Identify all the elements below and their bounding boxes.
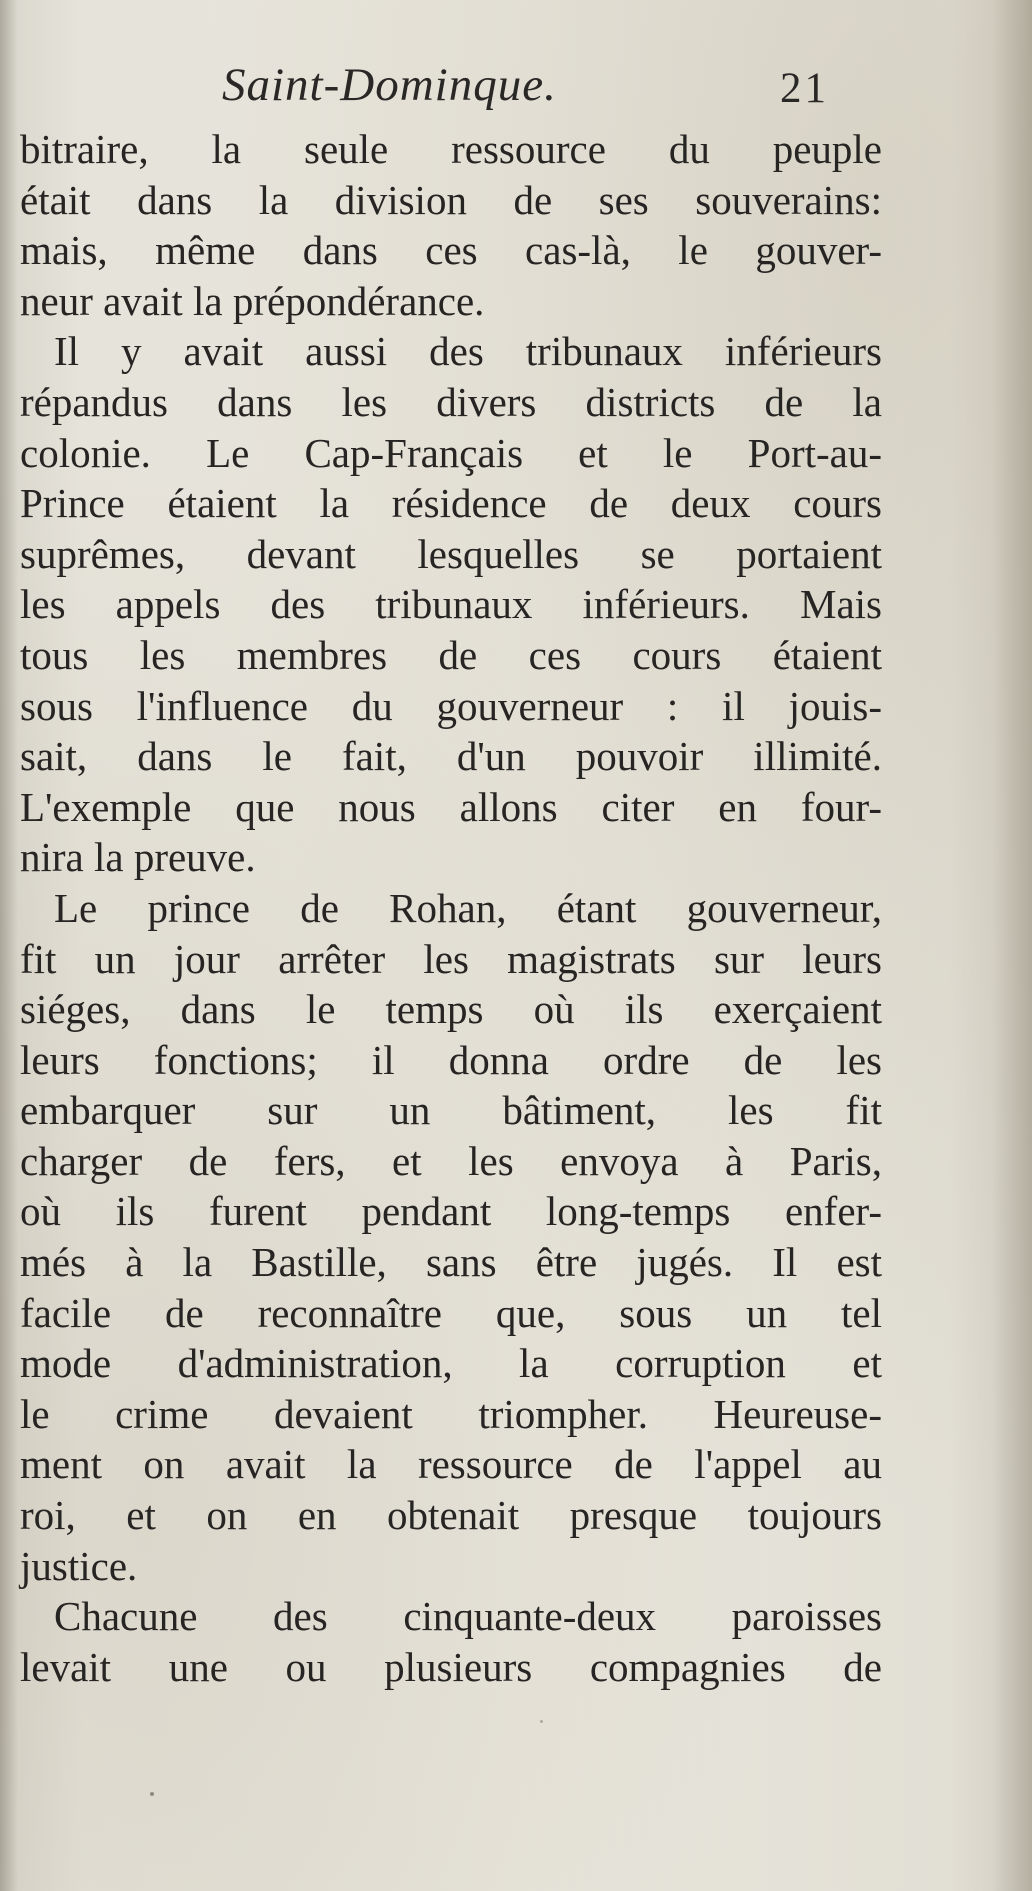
text-line: bitraire, la seule ressource du peuple bbox=[20, 126, 882, 172]
body-text bbox=[20, 124, 882, 1692]
text-line: tous les membres de ces cours étaient bbox=[20, 631, 882, 678]
text-line: mode d'administration, la corruption et bbox=[20, 1340, 882, 1387]
text-line: mais, même dans ces cas-là, le gouver- bbox=[20, 227, 882, 274]
paper-speck bbox=[150, 1792, 154, 1796]
text-line: més à la Bastille, sans être jugés. Il est bbox=[20, 1239, 882, 1286]
text-line: les appels des tribunaux inférieurs. Mais bbox=[20, 581, 882, 628]
page-number: 21 bbox=[780, 65, 829, 112]
text-line: suprêmes, devant lesquelles se portaient bbox=[20, 530, 882, 577]
text-line: nira la preuve. bbox=[20, 834, 256, 881]
text-line: justice. bbox=[20, 1542, 138, 1589]
text-line: charger de fers, et les envoya à Paris, bbox=[20, 1137, 882, 1184]
text-line: Prince étaient la résidence de deux cours bbox=[20, 480, 882, 527]
text-line: ment on avait la ressource de l'appel au bbox=[20, 1441, 882, 1488]
text-line: répandus dans les divers districts de la bbox=[20, 378, 882, 425]
text-line: embarquer sur un bâtiment, les fit bbox=[20, 1087, 882, 1134]
text-line: levait une ou plusieurs compagnies de bbox=[20, 1643, 882, 1690]
text-line: siéges, dans le temps où ils exerçaient bbox=[20, 986, 882, 1033]
text-line: sait, dans le fait, d'un pouvoir illimité. bbox=[20, 733, 882, 780]
text-line: Le prince de Rohan, étant gouverneur, bbox=[54, 884, 882, 931]
text-line: sous l'influence du gouverneur : il jouis- bbox=[20, 682, 882, 729]
text-line: Chacune des cinquante-deux paroisses bbox=[54, 1593, 882, 1640]
paper-speck bbox=[540, 1720, 543, 1723]
text-line: leurs fonctions; il donna ordre de les bbox=[20, 1036, 882, 1083]
text-line: Il y avait aussi des tribunaux inférieurs bbox=[54, 328, 882, 375]
text-line: fit un jour arrêter les magistrats sur leurs bbox=[20, 935, 882, 982]
text-line: facile de reconnaître que, sous un tel bbox=[20, 1289, 882, 1336]
running-title: Saint-Dominque. bbox=[222, 59, 557, 111]
text-line: L'exemple que nous allons citer en four- bbox=[20, 783, 882, 830]
text-line: où ils furent pendant long-temps enfer- bbox=[20, 1188, 882, 1235]
text-line: roi, et on en obtenait presque toujours bbox=[20, 1492, 882, 1539]
text-line: le crime devaient triompher. Heureuse- bbox=[20, 1390, 882, 1437]
text-line: neur avait la prépondérance. bbox=[20, 277, 485, 324]
text-line: colonie. Le Cap-Français et le Port-au- bbox=[20, 429, 882, 476]
text-line: était dans la division de ses souverains: bbox=[20, 176, 882, 223]
running-head bbox=[0, 58, 1032, 118]
